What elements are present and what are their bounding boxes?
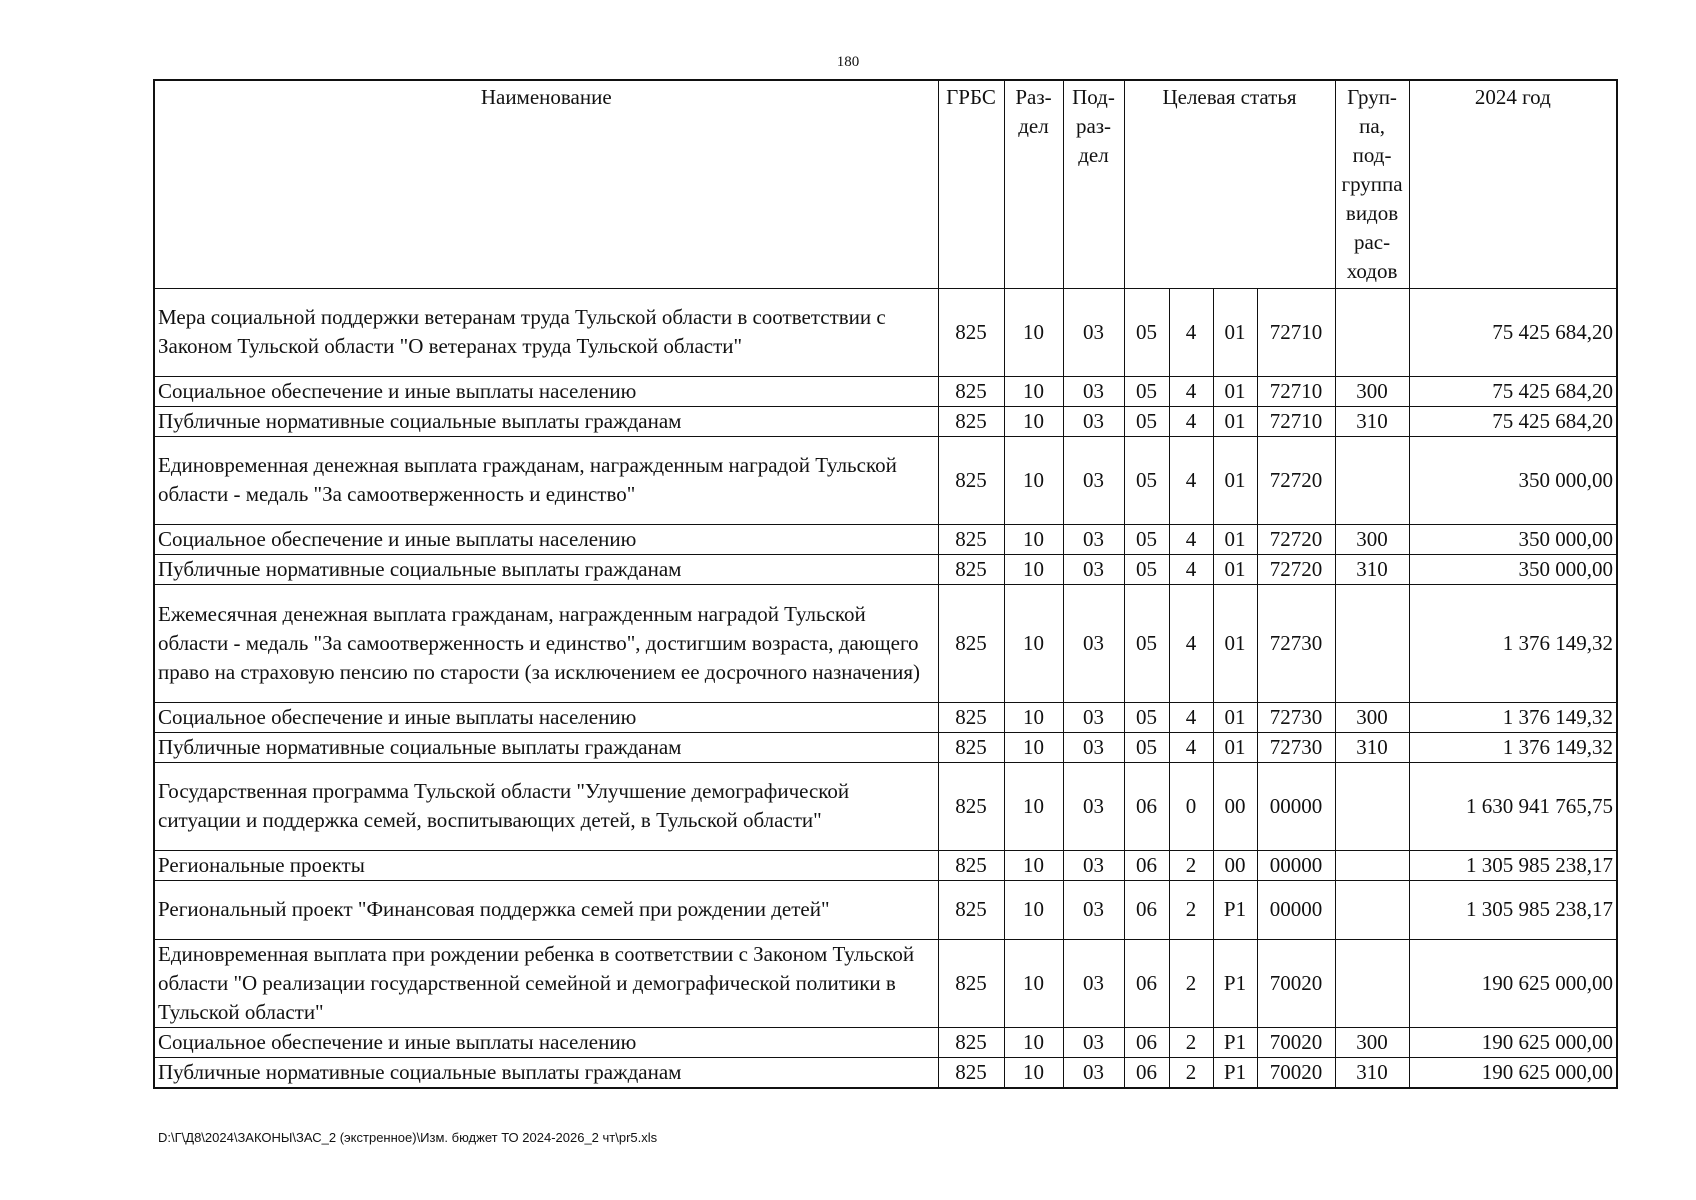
row-target-event: 01 (1213, 288, 1257, 376)
row-podrazdel: 03 (1063, 376, 1124, 406)
header-target: Целевая статья (1124, 80, 1335, 288)
table-row (154, 702, 1617, 732)
row-target-subprogram: 4 (1169, 554, 1213, 584)
row-razdel: 10 (1004, 939, 1063, 1027)
row-amount: 350 000,00 (1409, 554, 1617, 584)
row-target-direction: 70020 (1257, 1027, 1335, 1057)
table-row (154, 584, 1617, 702)
row-group (1335, 288, 1409, 376)
row-razdel: 10 (1004, 554, 1063, 584)
row-target-subprogram: 4 (1169, 584, 1213, 702)
row-target-program: 06 (1124, 1027, 1169, 1057)
row-podrazdel: 03 (1063, 939, 1124, 1027)
row-podrazdel: 03 (1063, 554, 1124, 584)
table-row (154, 288, 1617, 376)
row-target-event: 01 (1213, 436, 1257, 524)
header-razdel: Раз- дел (1004, 80, 1063, 288)
row-target-event: 01 (1213, 376, 1257, 406)
row-target-program: 05 (1124, 288, 1169, 376)
row-razdel: 10 (1004, 376, 1063, 406)
row-target-event: 00 (1213, 850, 1257, 880)
header-name: Наименование (154, 80, 938, 288)
row-group (1335, 850, 1409, 880)
row-name: Социальное обеспечение и иные выплаты населению (154, 376, 938, 406)
row-target-subprogram: 2 (1169, 1057, 1213, 1088)
table-row (154, 880, 1617, 939)
row-target-direction: 72730 (1257, 584, 1335, 702)
row-podrazdel: 03 (1063, 702, 1124, 732)
row-group: 310 (1335, 406, 1409, 436)
row-grbs: 825 (938, 406, 1004, 436)
row-target-subprogram: 4 (1169, 702, 1213, 732)
row-target-subprogram: 4 (1169, 376, 1213, 406)
row-target-direction: 70020 (1257, 939, 1335, 1027)
row-amount: 1 305 985 238,17 (1409, 880, 1617, 939)
row-target-direction: 72720 (1257, 436, 1335, 524)
row-target-program: 06 (1124, 1057, 1169, 1088)
row-target-subprogram: 2 (1169, 880, 1213, 939)
header-grbs: ГРБС (938, 80, 1004, 288)
row-amount: 75 425 684,20 (1409, 288, 1617, 376)
row-razdel: 10 (1004, 1027, 1063, 1057)
row-razdel: 10 (1004, 584, 1063, 702)
table-row (154, 436, 1617, 524)
row-podrazdel: 03 (1063, 880, 1124, 939)
row-grbs: 825 (938, 880, 1004, 939)
row-target-event: 01 (1213, 732, 1257, 762)
row-grbs: 825 (938, 732, 1004, 762)
row-group: 310 (1335, 554, 1409, 584)
row-target-event: 01 (1213, 554, 1257, 584)
table-row (154, 850, 1617, 880)
row-group: 300 (1335, 1027, 1409, 1057)
row-amount: 190 625 000,00 (1409, 1057, 1617, 1088)
row-target-subprogram: 4 (1169, 288, 1213, 376)
row-grbs: 825 (938, 1027, 1004, 1057)
row-name: Социальное обеспечение и иные выплаты населению (154, 524, 938, 554)
row-target-subprogram: 4 (1169, 524, 1213, 554)
row-group: 300 (1335, 702, 1409, 732)
row-group: 310 (1335, 732, 1409, 762)
row-podrazdel: 03 (1063, 436, 1124, 524)
row-amount: 190 625 000,00 (1409, 939, 1617, 1027)
row-target-subprogram: 4 (1169, 406, 1213, 436)
row-amount: 1 376 149,32 (1409, 732, 1617, 762)
table-row (154, 1057, 1617, 1088)
row-target-program: 05 (1124, 702, 1169, 732)
table-row (154, 762, 1617, 850)
row-razdel: 10 (1004, 702, 1063, 732)
budget-table (153, 79, 1618, 1089)
row-target-event: Р1 (1213, 880, 1257, 939)
row-group (1335, 584, 1409, 702)
row-grbs: 825 (938, 850, 1004, 880)
row-razdel: 10 (1004, 406, 1063, 436)
row-grbs: 825 (938, 584, 1004, 702)
row-name: Публичные нормативные социальные выплаты гражданам (154, 732, 938, 762)
row-target-event: 00 (1213, 762, 1257, 850)
row-grbs: 825 (938, 436, 1004, 524)
row-target-direction: 00000 (1257, 880, 1335, 939)
row-target-program: 05 (1124, 376, 1169, 406)
row-name: Единовременная выплата при рождении ребенка в соответствии с Законом Тульской области "О реализации государственной семейной и демографической политики в Тульской области" (154, 939, 938, 1027)
row-target-program: 06 (1124, 939, 1169, 1027)
row-amount: 1 305 985 238,17 (1409, 850, 1617, 880)
table-row (154, 1027, 1617, 1057)
row-target-direction: 72710 (1257, 406, 1335, 436)
row-name: Публичные нормативные социальные выплаты гражданам (154, 554, 938, 584)
row-target-direction: 00000 (1257, 850, 1335, 880)
row-target-direction: 70020 (1257, 1057, 1335, 1088)
row-podrazdel: 03 (1063, 850, 1124, 880)
row-target-direction: 00000 (1257, 762, 1335, 850)
row-target-event: 01 (1213, 702, 1257, 732)
row-name: Региональный проект "Финансовая поддержка семей при рождении детей" (154, 880, 938, 939)
header-podrazdel: Под- раз- дел (1063, 80, 1124, 288)
header-year: 2024 год (1409, 80, 1617, 288)
row-amount: 75 425 684,20 (1409, 406, 1617, 436)
row-target-event: 01 (1213, 406, 1257, 436)
page-number: 180 (836, 54, 860, 70)
row-target-program: 05 (1124, 584, 1169, 702)
row-target-direction: 72710 (1257, 376, 1335, 406)
row-amount: 190 625 000,00 (1409, 1027, 1617, 1057)
row-amount: 1 376 149,32 (1409, 702, 1617, 732)
row-target-direction: 72730 (1257, 732, 1335, 762)
row-target-event: Р1 (1213, 1027, 1257, 1057)
row-target-program: 06 (1124, 880, 1169, 939)
table-row (154, 524, 1617, 554)
row-podrazdel: 03 (1063, 732, 1124, 762)
row-target-subprogram: 4 (1169, 436, 1213, 524)
row-name: Социальное обеспечение и иные выплаты населению (154, 1027, 938, 1057)
row-grbs: 825 (938, 554, 1004, 584)
row-target-direction: 72720 (1257, 554, 1335, 584)
row-group (1335, 762, 1409, 850)
row-grbs: 825 (938, 702, 1004, 732)
row-target-program: 06 (1124, 762, 1169, 850)
header-row (154, 80, 1617, 288)
row-target-direction: 72730 (1257, 702, 1335, 732)
row-target-event: Р1 (1213, 939, 1257, 1027)
row-podrazdel: 03 (1063, 524, 1124, 554)
row-razdel: 10 (1004, 436, 1063, 524)
row-grbs: 825 (938, 376, 1004, 406)
row-amount: 75 425 684,20 (1409, 376, 1617, 406)
row-razdel: 10 (1004, 288, 1063, 376)
row-podrazdel: 03 (1063, 406, 1124, 436)
row-target-program: 05 (1124, 524, 1169, 554)
row-group: 310 (1335, 1057, 1409, 1088)
row-razdel: 10 (1004, 732, 1063, 762)
row-name: Публичные нормативные социальные выплаты гражданам (154, 406, 938, 436)
row-target-direction: 72720 (1257, 524, 1335, 554)
row-target-program: 05 (1124, 732, 1169, 762)
row-grbs: 825 (938, 524, 1004, 554)
row-target-subprogram: 2 (1169, 1027, 1213, 1057)
row-podrazdel: 03 (1063, 1027, 1124, 1057)
row-razdel: 10 (1004, 1057, 1063, 1088)
row-podrazdel: 03 (1063, 288, 1124, 376)
row-target-program: 05 (1124, 554, 1169, 584)
row-name: Социальное обеспечение и иные выплаты населению (154, 702, 938, 732)
row-name: Государственная программа Тульской области "Улучшение демографической ситуации и поддержка семей, воспитывающих детей, в Тульской области" (154, 762, 938, 850)
row-amount: 350 000,00 (1409, 436, 1617, 524)
row-group: 300 (1335, 524, 1409, 554)
row-podrazdel: 03 (1063, 1057, 1124, 1088)
row-amount: 1 630 941 765,75 (1409, 762, 1617, 850)
row-amount: 1 376 149,32 (1409, 584, 1617, 702)
row-name: Ежемесячная денежная выплата гражданам, награжденным наградой Тульской области - медаль "За самоотверженность и единство", достигшим возраста, дающего право на страховую пенсию по старости (за исключением ее досрочного назначения) (154, 584, 938, 702)
row-target-direction: 72710 (1257, 288, 1335, 376)
row-target-program: 05 (1124, 406, 1169, 436)
row-target-subprogram: 4 (1169, 732, 1213, 762)
row-name: Региональные проекты (154, 850, 938, 880)
row-target-subprogram: 0 (1169, 762, 1213, 850)
row-target-subprogram: 2 (1169, 850, 1213, 880)
row-target-event: 01 (1213, 524, 1257, 554)
row-group: 300 (1335, 376, 1409, 406)
table-row (154, 939, 1617, 1027)
row-target-event: 01 (1213, 584, 1257, 702)
file-path-footer: D:\Г\Д8\2024\ЗАКОНЫ\ЗАС_2 (экстренное)\Изм. бюджет ТО 2024-2026_2 чт\pr5.xls (158, 1130, 658, 1145)
row-grbs: 825 (938, 288, 1004, 376)
table-row (154, 406, 1617, 436)
row-grbs: 825 (938, 939, 1004, 1027)
header-group: Груп- па, под- группа видов рас- ходов (1335, 80, 1409, 288)
row-razdel: 10 (1004, 880, 1063, 939)
row-group (1335, 939, 1409, 1027)
table-row (154, 732, 1617, 762)
row-amount: 350 000,00 (1409, 524, 1617, 554)
row-razdel: 10 (1004, 850, 1063, 880)
row-target-program: 06 (1124, 850, 1169, 880)
row-target-subprogram: 2 (1169, 939, 1213, 1027)
row-podrazdel: 03 (1063, 584, 1124, 702)
row-grbs: 825 (938, 1057, 1004, 1088)
row-name: Публичные нормативные социальные выплаты гражданам (154, 1057, 938, 1088)
row-podrazdel: 03 (1063, 762, 1124, 850)
row-group (1335, 436, 1409, 524)
row-target-program: 05 (1124, 436, 1169, 524)
row-razdel: 10 (1004, 524, 1063, 554)
row-name: Мера социальной поддержки ветеранам труда Тульской области в соответствии с Законом Тульской области "О ветеранах труда Тульской области" (154, 288, 938, 376)
table-row (154, 554, 1617, 584)
row-name: Единовременная денежная выплата гражданам, награжденным наградой Тульской области - медаль "За самоотверженность и единство" (154, 436, 938, 524)
row-grbs: 825 (938, 762, 1004, 850)
table-row (154, 376, 1617, 406)
row-target-event: Р1 (1213, 1057, 1257, 1088)
row-razdel: 10 (1004, 762, 1063, 850)
row-group (1335, 880, 1409, 939)
